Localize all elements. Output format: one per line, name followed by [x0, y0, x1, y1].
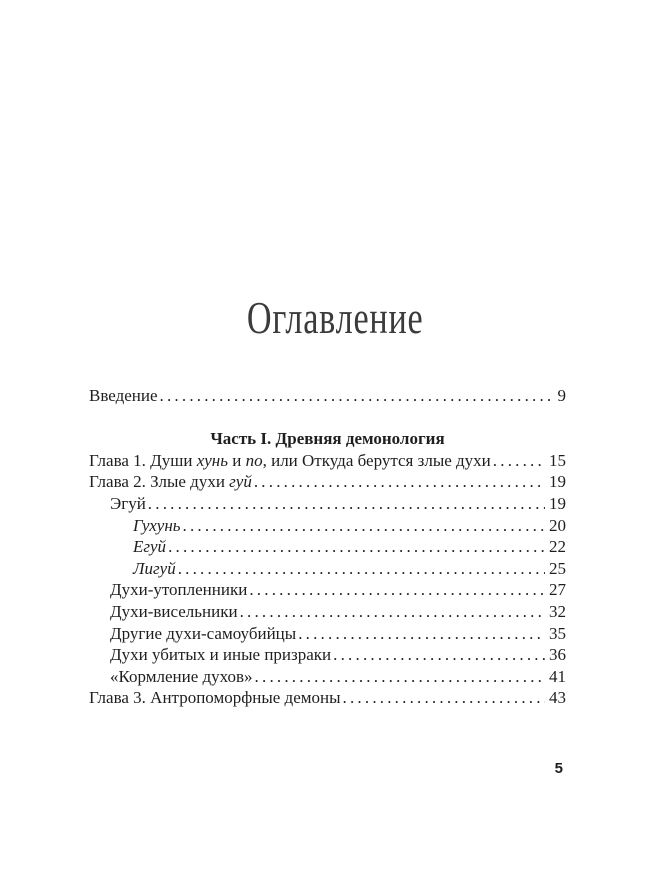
page-number: 5	[554, 760, 563, 777]
toc-entry-label: Егуй	[133, 537, 167, 557]
toc-entry-label: «Кормление духов»	[110, 666, 253, 686]
toc-entry-page: 25	[549, 558, 566, 578]
toc-entry	[89, 666, 566, 688]
dot-leader	[247, 579, 545, 601]
toc-entry	[89, 558, 566, 580]
toc-entry-page: 19	[549, 472, 566, 492]
toc-entry-page: 15	[549, 450, 566, 470]
toc-entry-label: Глава 1. Души хунь и по, или Откуда берутся злые духи	[89, 450, 491, 470]
toc-entry	[89, 450, 566, 472]
dot-leader	[331, 644, 545, 666]
toc-entry	[89, 579, 566, 601]
toc-entry	[89, 515, 566, 537]
part-heading: Часть I. Древняя демонология	[210, 429, 445, 449]
toc-entry-label: Другие духи-самоубийцы	[110, 623, 297, 643]
toc-entry-page: 43	[549, 688, 566, 708]
toc-entry	[89, 644, 566, 666]
dot-leader	[181, 515, 545, 537]
toc-entry	[89, 536, 566, 558]
toc-entry-page: 32	[549, 601, 566, 621]
page-title	[0, 292, 671, 344]
toc-entry-label: Духи убитых и иные призраки	[110, 645, 332, 665]
dot-leader	[296, 623, 545, 645]
toc-entry-label: Духи-висельники	[110, 601, 238, 621]
toc-entry-page: 9	[557, 386, 566, 405]
toc-entry-page: 27	[549, 580, 566, 600]
toc-entry-page: 35	[549, 623, 566, 643]
toc-entry-label: Лигуй	[133, 558, 176, 578]
page-title-text: Оглавление	[247, 293, 424, 343]
toc-entry	[89, 687, 566, 709]
toc-list	[89, 385, 566, 709]
toc-entry-page: 19	[549, 493, 566, 513]
toc-entry-label: Глава 2. Злые духи гуй	[89, 472, 252, 492]
dot-leader	[253, 666, 545, 688]
toc-entry	[89, 493, 566, 515]
toc-entry-page: 41	[549, 666, 566, 686]
toc-entry	[89, 601, 566, 623]
dot-leader	[252, 471, 545, 493]
toc-entry-page: 36	[549, 645, 566, 665]
toc-entry	[89, 471, 566, 493]
dot-leader	[341, 687, 545, 709]
dot-leader	[146, 493, 545, 515]
toc-entry-label: Гухунь	[133, 515, 181, 535]
toc-entry-page: 22	[549, 537, 566, 557]
toc-entry-page: 20	[549, 515, 566, 535]
toc-entry	[89, 623, 566, 645]
toc-entry-label: Введение	[89, 386, 158, 405]
toc-entry	[89, 385, 566, 407]
toc-entry-label: Эгуй	[110, 493, 146, 513]
dot-leader	[166, 536, 545, 558]
dot-leader	[491, 450, 545, 472]
dot-leader	[176, 558, 545, 580]
toc-entry-label: Глава 3. Антропоморфные демоны	[89, 688, 341, 708]
dot-leader	[238, 601, 545, 623]
toc-entry-label: Духи-утопленники	[110, 580, 248, 600]
dot-leader	[158, 385, 554, 407]
